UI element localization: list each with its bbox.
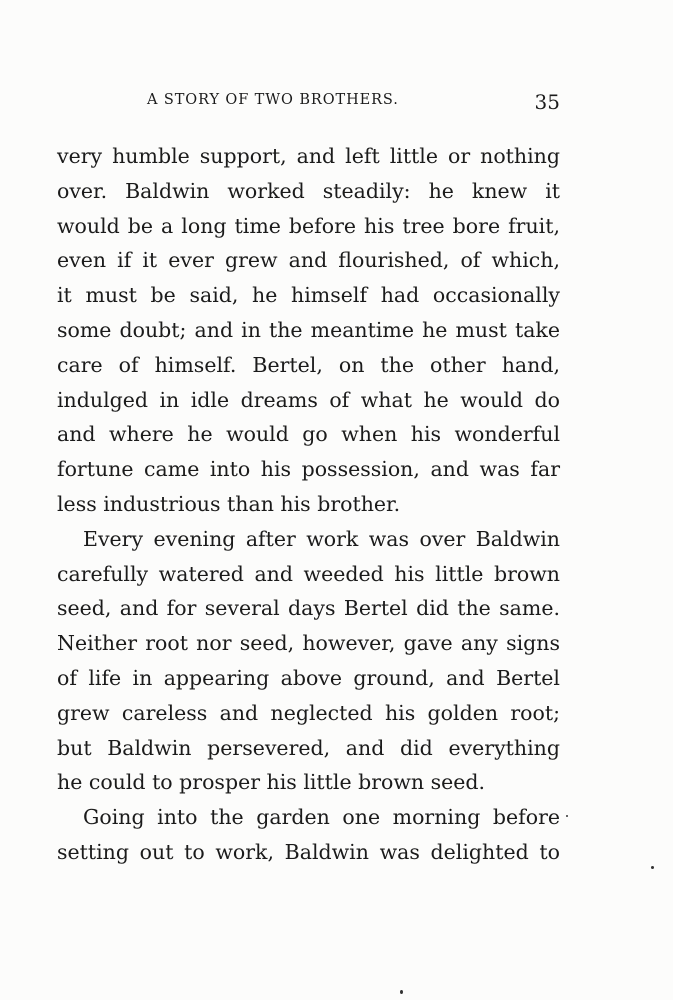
text-line: but Baldwin persevered, and did everything	[57, 735, 560, 760]
running-head	[147, 92, 560, 116]
text-line: some doubt; and in the meantime he must take	[57, 317, 560, 342]
text-line: Going into the garden one morning before	[83, 805, 560, 830]
scan-speck	[651, 866, 654, 869]
text-line: seed, and for several days Bertel did the same.	[57, 596, 560, 621]
text-line: even if it ever grew and flourished, of which,	[57, 248, 560, 273]
text-line: indulged in idle dreams of what he would do	[57, 387, 560, 412]
paragraph-3	[57, 800, 560, 870]
scan-speck	[400, 990, 403, 994]
running-title: A STORY OF TWO BROTHERS.	[147, 92, 399, 108]
text-line: less industrious than his brother.	[57, 491, 401, 516]
paragraph-1	[57, 139, 560, 522]
text-line: and where he would go when his wonderful	[57, 422, 560, 447]
text-line: care of himself. Bertel, on the other hand,	[57, 352, 560, 377]
text-line: it must be said, he himself had occasionally	[57, 283, 560, 308]
paragraph-2	[57, 522, 560, 800]
text-line: Neither root nor seed, however, gave any signs	[57, 631, 560, 656]
text-line: over. Baldwin worked steadily: he knew it	[57, 178, 560, 203]
text-line: grew careless and neglected his golden root;	[57, 700, 560, 725]
text-line: carefully watered and weeded his little brown	[57, 561, 560, 586]
text-line: setting out to work, Baldwin was delighted to	[57, 839, 560, 864]
scan-speck	[566, 815, 568, 817]
text-line: Every evening after work was over Baldwin	[83, 526, 560, 551]
text-line: of life in appearing above ground, and Bertel	[57, 665, 560, 690]
body-text	[57, 139, 560, 870]
text-line: very humble support, and left little or nothing	[57, 144, 560, 168]
text-line: he could to prosper his little brown seed.	[57, 770, 486, 795]
text-line: fortune came into his possession, and was far	[57, 457, 560, 482]
text-line: would be a long time before his tree bore fruit,	[57, 213, 560, 238]
page-number: 35	[534, 90, 560, 114]
